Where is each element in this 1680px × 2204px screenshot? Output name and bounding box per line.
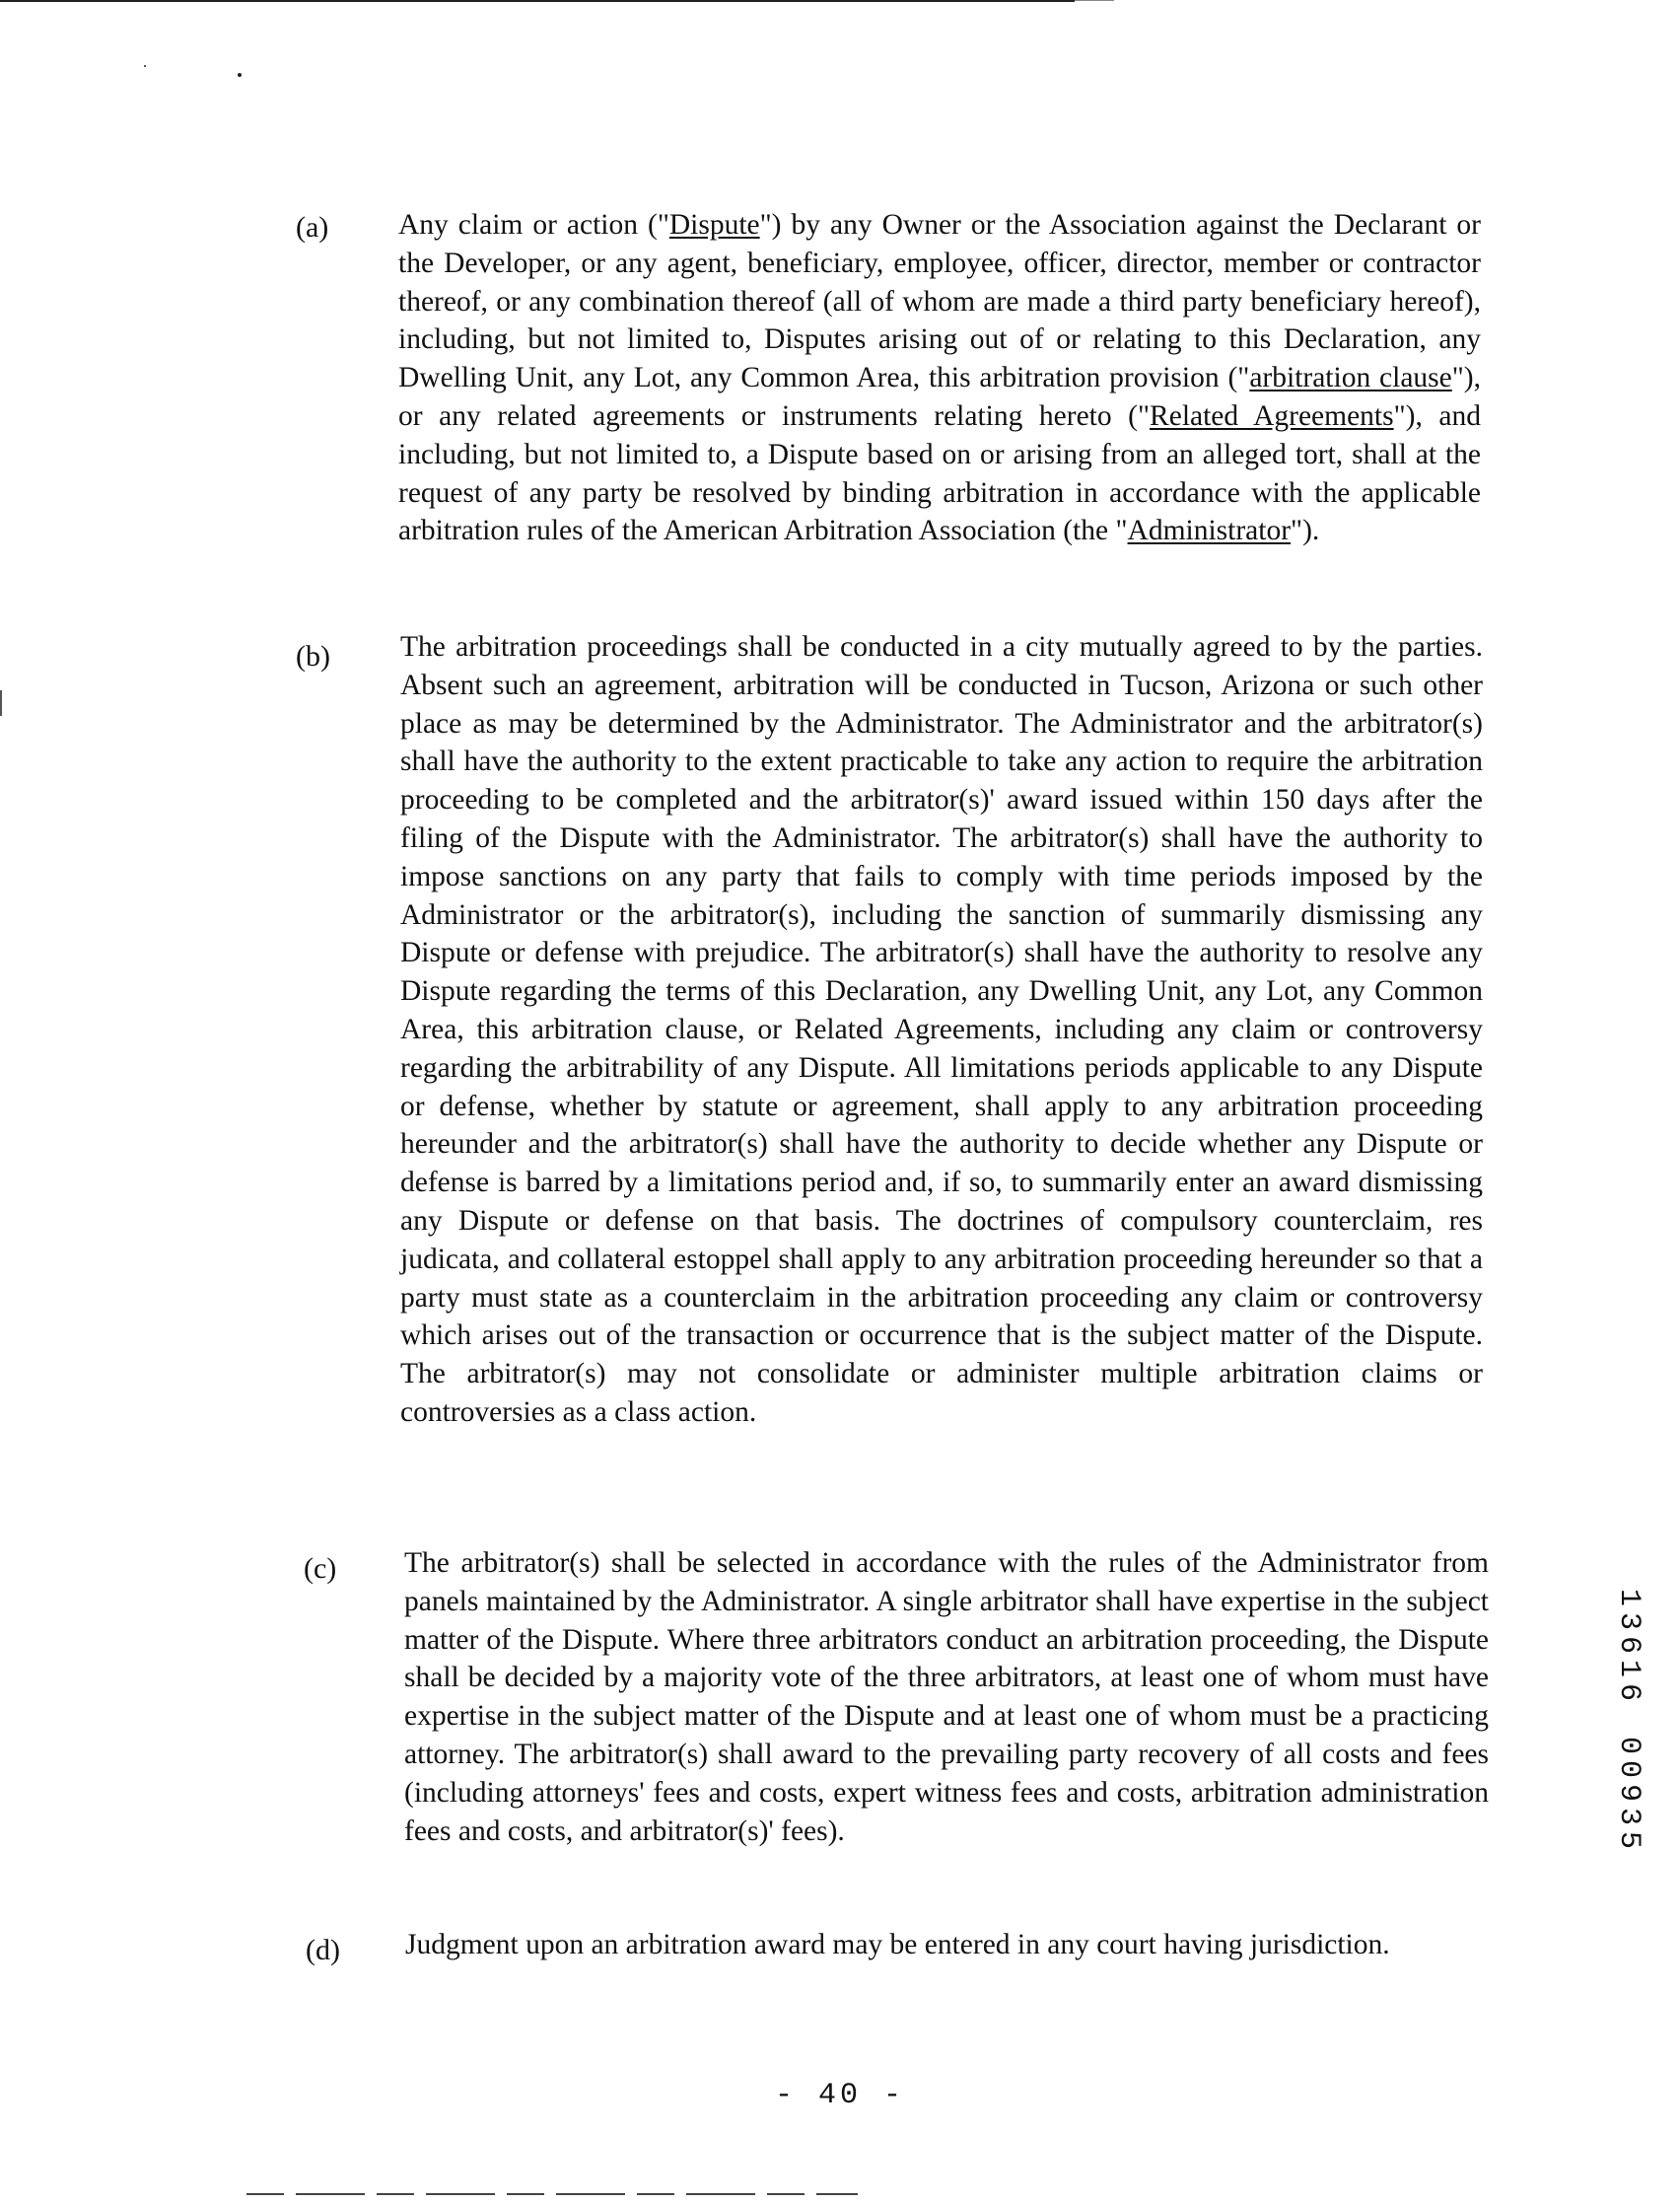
clause-text: The arbitrator(s) shall be selected in accordance with the rules of the Administrator from panels maintained by the Administrator. A single arbitrator shall have expertise in the subject matter of the Dispute. Where three arbitrators conduct an arbitration proceeding, the Dispute shall be decided by a majority vote of the three arbitrators, at least one of whom must have expertise in the subject matter of the Dispute and at least one of whom must be a practicing attorney. The arbitrator(s) shall award to the prevailing party recovery of all costs and fees (including attorneys' fees and costs, expert witness fees and costs, arbitration administration fees and costs, and arbitrator(s)' fees).	[404, 1547, 1489, 1847]
defined-term: Related Agreements	[1150, 399, 1394, 432]
scan-speck	[238, 73, 242, 77]
scan-margin-mark	[0, 690, 2, 716]
scan-border-bottom	[246, 2193, 858, 2195]
stamp-digit: 3	[1612, 1611, 1645, 1630]
defined-term: Administrator	[1127, 515, 1292, 547]
stamp-digit: 0	[1612, 1736, 1645, 1754]
stamp-digit: 3	[1612, 1807, 1645, 1825]
stamp-digit: 6	[1612, 1635, 1645, 1654]
clause-text: The arbitration proceedings shall be conducted in a city mutually agreed to by the parties. Absent such an agreement, arbitration will be conducted in Tucson, Arizona or such other place as may be determined by the Administrator. The Administrator and the arbitrator(s) shall have the authority to the extent practicable to take any action to require the arbitration proceeding to be completed and the arbitrator(s)' award issued within 150 days after the filing of the Dispute with the Administrator. The arbitrator(s) shall have the authority to impose sanctions on any party that fails to comply with time periods imposed by the Administrator or the arbitrator(s), including the sanction of summarily dismissing any Dispute or defense with prejudice. The arbitrator(s) shall have the authority to resolve any Dispute regarding the terms of this Declaration, any Dwelling Unit, any Lot, any Common Area, this arbitration clause, or Related Agreements, including any claim or controversy regarding the arbitrability of any Dispute. All limitations periods applicable to any Dispute or defense, whether by statute or agreement, shall apply to any arbitration proceeding hereunder and the arbitrator(s) shall have the authority to decide whether any Dispute or defense is barred by a limitations period and, if so, to summarily enter an award dismissing any Dispute or defense on that basis. The doctrines of compulsory counterclaim, res judicata, and collateral estoppel shall apply to any arbitration proceeding hereunder so that a party must state as a counterclaim in the arbitration proceeding any claim or controversy which arises out of the transaction or occurrence that is the subject matter of the Dispute. The arbitrator(s) may not consolidate or administer multiple arbitration claims or controversies as a class action.	[400, 631, 1483, 1428]
clause-label: (d)	[306, 1934, 340, 1966]
clause-label: (b)	[296, 640, 330, 673]
clause-text: Judgment upon an arbitration award may be entered in any court having jurisdiction.	[405, 1929, 1390, 1960]
stamp-page-number	[1609, 1734, 1648, 1852]
defined-term: arbitration clause	[1249, 362, 1452, 394]
stamp-digit: 0	[1612, 1759, 1645, 1778]
defined-term: Dispute	[668, 209, 760, 241]
clause-label: (a)	[296, 211, 329, 244]
clause-text: Any claim or action ("Dispute") by any Owner or the Association against the Declarant or the Developer, or any agent, beneficiary, employee, officer, director, member or contractor thereof, or any combination thereof (all of whom are made a third party beneficiary hereof), including, but not limited to, Disputes arising out of or relating to this Declaration, any Dwelling Unit, any Lot, any Common Area, this arbitration provision ("arbitration clause"), or any related agreements or instruments relating hereto ("Related Agreements"), and including, but not limited to, a Dispute based on or arising from an alleged tort, shall at the request of any party be resolved by binding arbitration in accordance with the applicable arbitration rules of the American Arbitration Association (the "Administrator").	[398, 209, 1482, 547]
stamp-digit: 6	[1612, 1682, 1645, 1701]
page-number: - 40 -	[774, 2079, 906, 2112]
stamp-digit: 5	[1612, 1830, 1645, 1849]
scan-speck	[144, 65, 146, 67]
scan-border-top	[0, 0, 1075, 2]
clause-label: (c)	[304, 1552, 337, 1585]
stamp-digit: 1	[1612, 1659, 1645, 1677]
stamp-digit: 9	[1612, 1783, 1645, 1802]
recording-stamp	[1609, 1586, 1648, 1852]
stamp-book-number	[1609, 1586, 1648, 1704]
stamp-digit: 1	[1612, 1588, 1645, 1606]
scan-border-top-faint	[1075, 0, 1114, 1]
